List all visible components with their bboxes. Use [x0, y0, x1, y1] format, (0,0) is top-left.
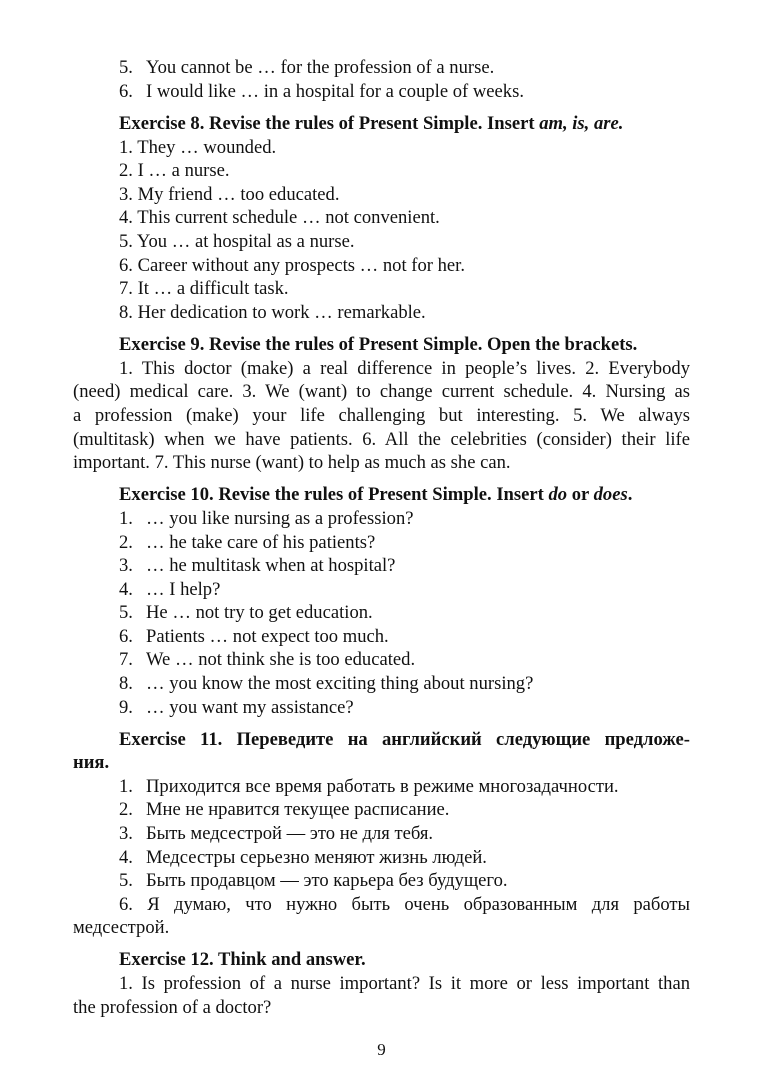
paragraph-line: important. 7. This nurse (want) to help as much as she can.	[73, 452, 511, 473]
list-item: … you like nursing as a profession?	[146, 508, 414, 529]
list-item-number: 2.	[119, 799, 133, 820]
list-item: Быть продавцом — это карьера без будущего.	[146, 870, 508, 891]
list-item: You cannot be … for the profession of a nurse.	[146, 57, 495, 78]
list-item: 7. It … a difficult task.	[119, 278, 289, 299]
exercise-11-heading-continued: ния.	[73, 752, 110, 773]
list-item-number: 3.	[119, 555, 133, 576]
list-item: 3. My friend … too educated.	[119, 184, 340, 205]
list-item: 5. You … at hospital as a nurse.	[119, 231, 355, 252]
list-item-number: 1.	[119, 776, 133, 797]
list-item: … he take care of his patients?	[146, 532, 376, 553]
list-item: 6. Career without any prospects … not for her.	[119, 255, 465, 276]
page-number: 9	[377, 1040, 386, 1059]
paragraph-line: 1. Is profession of a nurse important? Is it more or less important than	[119, 973, 690, 994]
exercise-12-heading: Exercise 12. Think and answer.	[119, 949, 366, 970]
list-item-number: 4.	[119, 847, 133, 868]
exercise-11-heading: Exercise 11. Переведите на английский следующие предложе-	[119, 729, 690, 750]
list-item: I would like … in a hospital for a couple of weeks.	[146, 81, 524, 102]
paragraph-line: (multitask) when we have patients. 6. All the celebrities (consider) their life	[73, 429, 690, 450]
list-item-number: 1.	[119, 508, 133, 529]
list-item-number: 2.	[119, 532, 133, 553]
list-item: … he multitask when at hospital?	[146, 555, 396, 576]
list-item: He … not try to get education.	[146, 602, 373, 623]
list-item: … you know the most exciting thing about nursing?	[146, 673, 534, 694]
list-item-number: 7.	[119, 649, 133, 670]
list-item: 4. This current schedule … not convenient.	[119, 207, 440, 228]
exercise-9-heading: Exercise 9. Revise the rules of Present Simple. Open the brackets.	[119, 334, 638, 355]
list-item: 8. Her dedication to work … remarkable.	[119, 302, 426, 323]
paragraph-line: 6. Я думаю, что нужно быть очень образованным для работы	[119, 894, 690, 915]
list-item-number: 9.	[119, 697, 133, 718]
list-item: … you want my assistance?	[146, 697, 354, 718]
list-item-number: 3.	[119, 823, 133, 844]
exercise-10-heading: Exercise 10. Revise the rules of Present Simple. Insert do or does.	[119, 484, 633, 505]
paragraph-line: (need) medical care. 3. We (want) to change current schedule. 4. Nursing as	[73, 381, 690, 402]
exercise-8-heading: Exercise 8. Revise the rules of Present Simple. Insert am, is, are.	[119, 113, 624, 134]
list-item-number: 8.	[119, 673, 133, 694]
list-item: 1. They … wounded.	[119, 137, 277, 158]
list-item: Медсестры серьезно меняют жизнь людей.	[146, 847, 487, 868]
list-item-number: 5.	[119, 602, 133, 623]
list-item-number: 4.	[119, 579, 133, 600]
paragraph-line: медсестрой.	[73, 917, 170, 938]
paragraph-line: the profession of a doctor?	[73, 997, 272, 1018]
list-item-number: 6.	[119, 626, 133, 647]
list-item-number: 5.	[119, 870, 133, 891]
list-item-number: 6.	[119, 81, 133, 102]
list-item: Приходится все время работать в режиме многозадачности.	[146, 776, 619, 797]
list-item: Patients … not expect too much.	[146, 626, 389, 647]
list-item-number: 5.	[119, 57, 133, 78]
list-item: We … not think she is too educated.	[146, 649, 416, 670]
paragraph-line: 1. This doctor (make) a real difference in people’s lives. 2. Everybody	[119, 358, 690, 379]
list-item: … I help?	[146, 579, 221, 600]
list-item: Быть медсестрой — это не для тебя.	[146, 823, 434, 844]
paragraph-line: a profession (make) your life challenging but interesting. 5. We always	[73, 405, 690, 426]
list-item: Мне не нравится текущее расписание.	[146, 799, 450, 820]
list-item: 2. I … a nurse.	[119, 160, 230, 181]
